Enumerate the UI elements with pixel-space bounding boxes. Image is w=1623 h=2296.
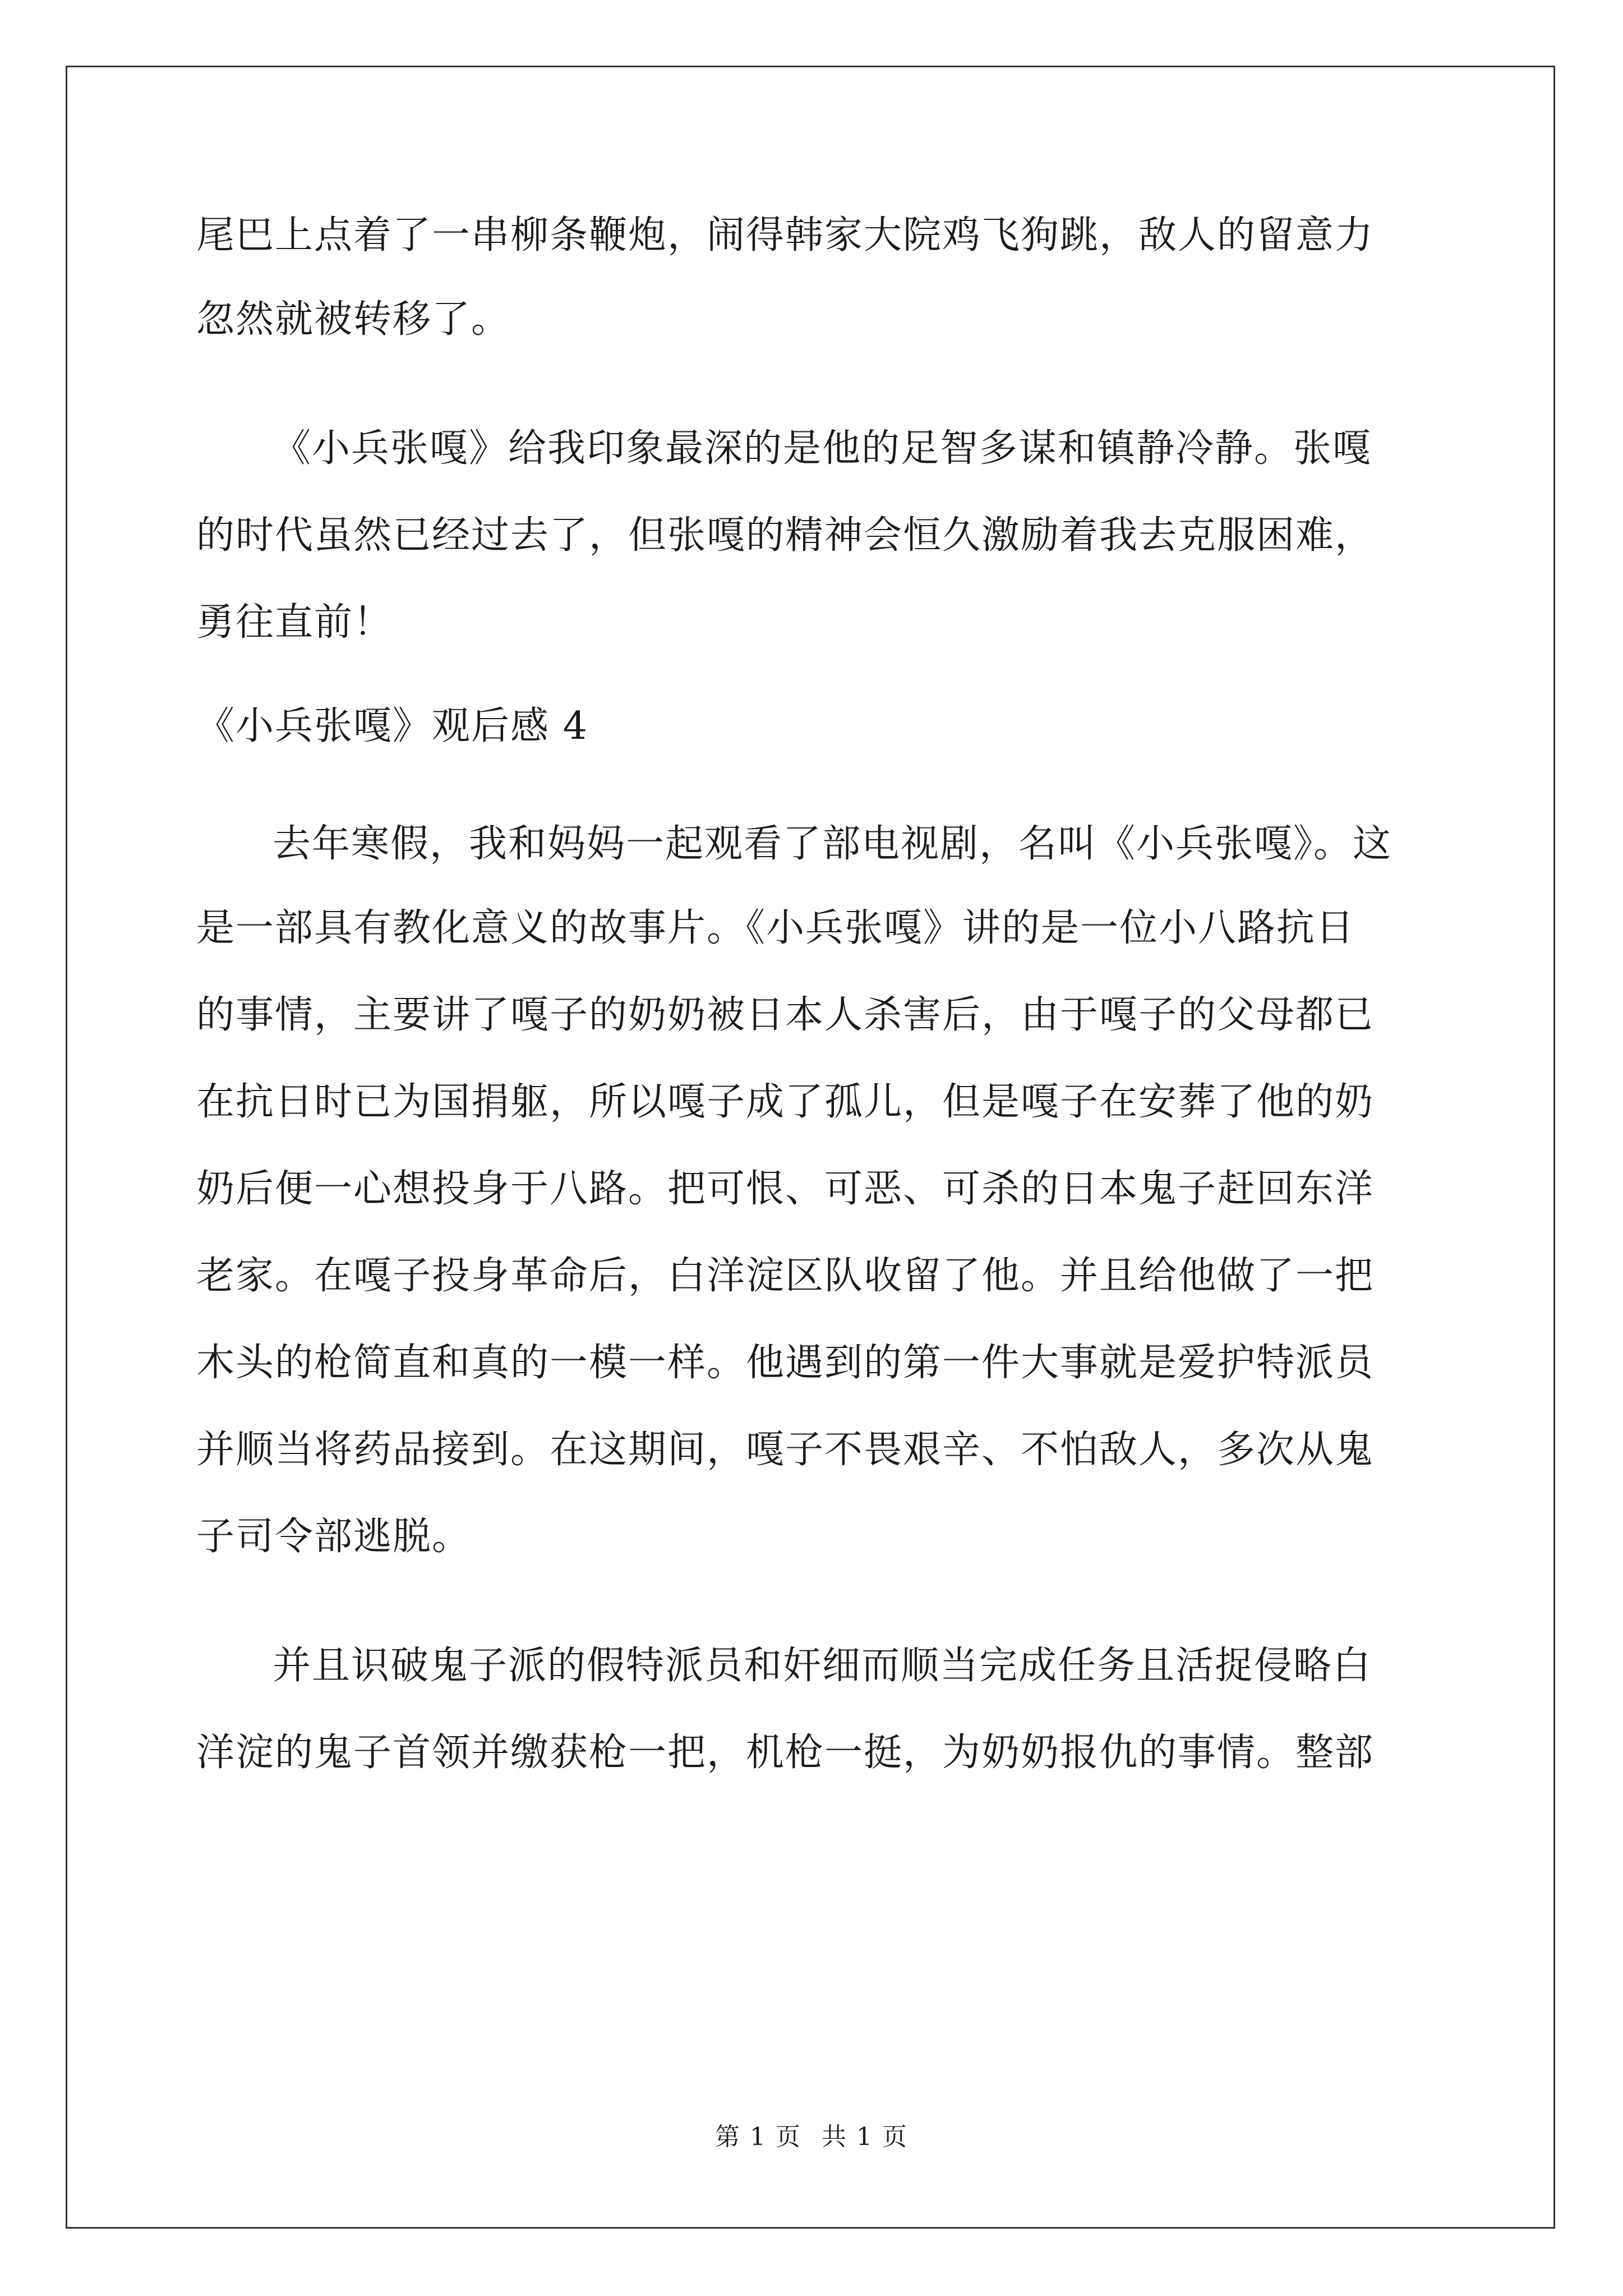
text-line: 勇往直前！ (196, 600, 393, 645)
page-total: 共 1 页 (822, 2123, 908, 2151)
text-line: 的时代虽然已经过去了，但张嘎的精神会恒久激励着我去克服困难， (196, 513, 1375, 558)
text-line: 奶后便一心想投身于八路。把可恨、可恶、可杀的日本鬼子赶回东洋 (196, 1167, 1375, 1211)
page-footer (0, 2120, 1623, 2154)
section-heading: 《小兵张嘎》观后感 4 (196, 704, 588, 748)
text-line: 并顺当将药品接到。在这期间，嘎子不畏艰辛、不怕敌人，多次从鬼 (196, 1428, 1375, 1472)
text-line: 老家。在嘎子投身革命后，白洋淀区队收留了他。并且给他做了一把 (196, 1254, 1375, 1298)
text-line: 洋淀的鬼子首领并缴获枪一把，机枪一挺，为奶奶报仇的事情。整部 (196, 1731, 1375, 1775)
text-line: 是一部具有教化意义的故事片。《小兵张嘎》讲的是一位小八路抗日 (196, 906, 1355, 950)
text-line: 尾巴上点着了一串柳条鞭炮，闹得韩家大院鸡飞狗跳，敌人的留意力 (196, 213, 1375, 257)
page-number: 第 1 页 (715, 2123, 801, 2151)
paragraph-start-line: 并且识破鬼子派的假特派员和奸细而顺当完成任务且活捉侵略白 (273, 1644, 1372, 1688)
text-line: 子司令部逃脱。 (196, 1515, 472, 1559)
page-border (66, 66, 1555, 2229)
paragraph-start-line: 《小兵张嘎》给我印象最深的是他的足智多谋和镇静冷静。张嘎 (273, 426, 1372, 471)
text-line: 忽然就被转移了。 (196, 297, 511, 342)
text-line: 在抗日时已为国捐躯，所以嘎子成了孤儿，但是嘎子在安葬了他的奶 (196, 1080, 1375, 1124)
paragraph-start-line: 去年寒假，我和妈妈一起观看了部电视剧，名叫《小兵张嘎》。这 (273, 822, 1393, 866)
text-line: 木头的枪简直和真的一模一样。他遇到的第一件大事就是爱护特派员 (196, 1341, 1375, 1385)
text-line: 的事情，主要讲了嘎子的奶奶被日本人杀害后，由于嘎子的父母都已 (196, 993, 1375, 1037)
